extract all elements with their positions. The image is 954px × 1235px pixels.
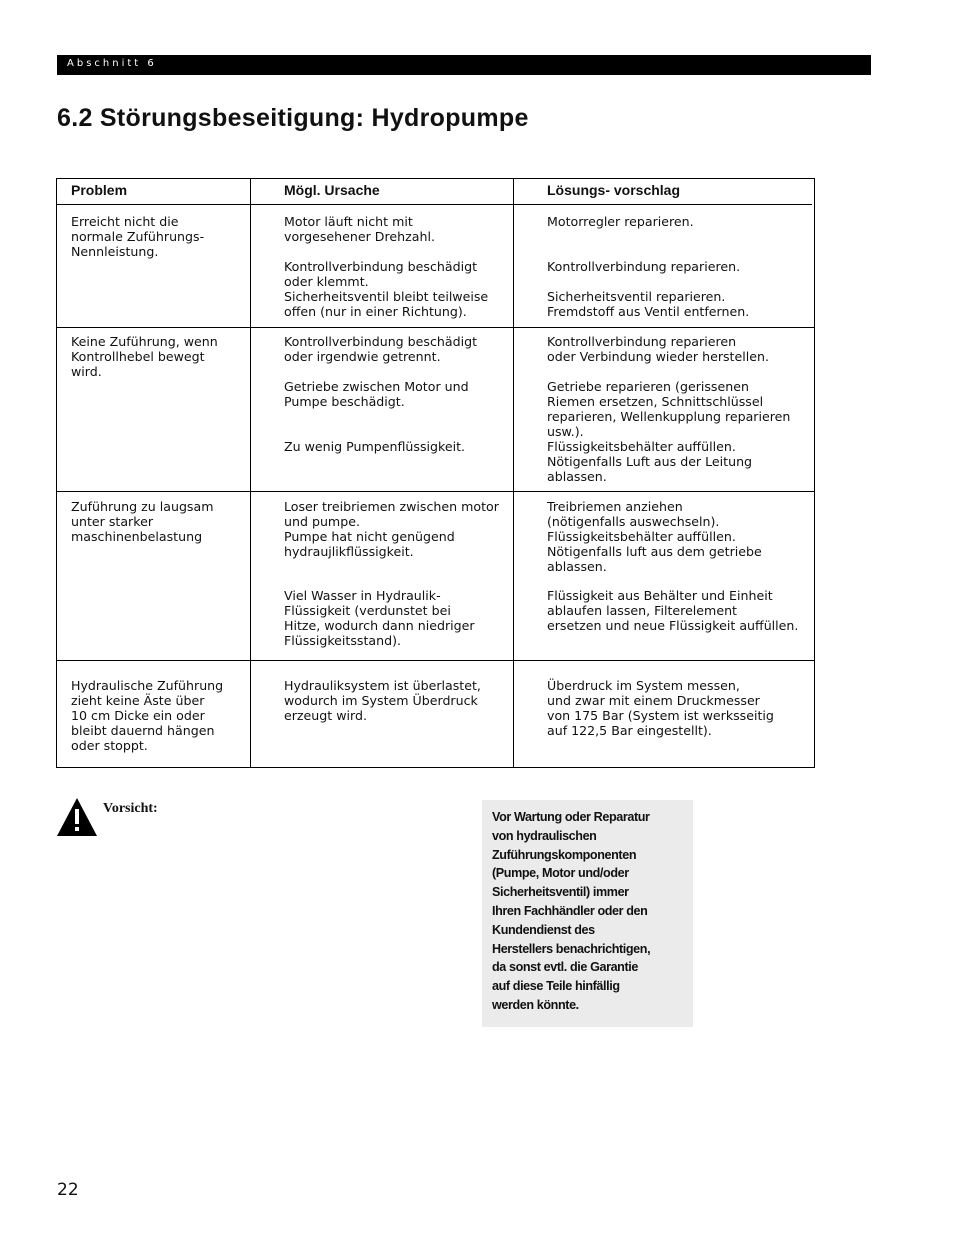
row4-problem: Hydraulische Zuführung zieht keine Äste über 10 cm Dicke ein oder bleibt dauernd hängen oder stoppt. bbox=[71, 678, 224, 753]
row1-cause-2: Kontrollverbindung beschädigt oder klemmt. Sicherheitsventil bleibt teilweise offen (nur in einer Richtung). bbox=[284, 259, 489, 319]
row1-solution-3: Sicherheitsventil reparieren. Fremdstoff aus Ventil entfernen. bbox=[547, 289, 750, 319]
row3-solution-2: Flüssigkeit aus Behälter und Einheit ablaufen lassen, Filterelement ersetzen und neue Flüssigkeit auffüllen. bbox=[547, 588, 799, 633]
warranty-note-text: Vor Wartung oder Reparatur von hydraulischen Zuführungskomponenten (Pumpe, Motor und/oder Sicherheitsventil) immer Ihren Fachhändler oder den Kundendienst des Herstellers benachrichtigen, da sonst evtl. die Garantie auf diese Teile hinfällig werden könnte. bbox=[492, 810, 651, 1012]
row2-problem: Keine Zuführung, wenn Kontrollhebel bewegt wird. bbox=[71, 334, 218, 379]
header-divider bbox=[57, 204, 812, 205]
row4-solution-1: Überdruck im System messen, und zwar mit einem Druckmesser von 175 Bar (System ist werksseitig auf 122,5 Bar eingestellt). bbox=[547, 678, 774, 738]
row1-cause-1: Motor läuft nicht mit vorgesehener Drehzahl. bbox=[284, 214, 435, 244]
row2-cause-1: Kontrollverbindung beschädigt oder irgendwie getrennt. bbox=[284, 334, 478, 364]
header-cause: Mögl. Ursache bbox=[284, 182, 380, 198]
page-number: 22 bbox=[57, 1180, 79, 1200]
row3-cause-1: Loser treibriemen zwischen motor und pumpe. Pumpe hat nicht genügend hydraujlikflüssigkeit. bbox=[284, 499, 499, 559]
column-divider bbox=[513, 179, 514, 767]
row1-solution-1: Motorregler reparieren. bbox=[547, 214, 694, 229]
section-label: Abschnitt 6 bbox=[67, 58, 157, 69]
section-header-bar bbox=[57, 55, 871, 75]
row2-solution-2: Getriebe reparieren (gerissenen Riemen ersetzen, Schnittschlüssel reparieren, Wellenkupplung reparieren usw.). Flüssigkeitsbehälter auffüllen. Nötigenfalls Luft aus der Leitung ablassen. bbox=[547, 379, 791, 484]
row2-solution-1: Kontrollverbindung reparieren oder Verbindung wieder herstellen. bbox=[547, 334, 769, 364]
row1-problem: Erreicht nicht die normale Zuführungs- Nennleistung. bbox=[71, 214, 205, 259]
row4-cause-1: Hydrauliksystem ist überlastet, wodurch im System Überdruck erzeugt wird. bbox=[284, 678, 481, 723]
caution-label: Vorsicht: bbox=[103, 801, 158, 816]
warning-triangle-icon bbox=[56, 797, 98, 837]
row-divider bbox=[57, 660, 814, 661]
warranty-note-box bbox=[482, 800, 693, 1027]
row3-solution-1: Treibriemen anziehen (nötigenfalls auswechseln). Flüssigkeitsbehälter auffüllen. Nötigenfalls luft aus dem getriebe ablassen. bbox=[547, 499, 762, 574]
row-divider bbox=[57, 491, 814, 492]
row2-cause-2: Getriebe zwischen Motor und Pumpe beschädigt. bbox=[284, 379, 469, 409]
row-divider bbox=[57, 327, 814, 328]
row3-cause-2: Viel Wasser in Hydraulik- Flüssigkeit (verdunstet bei Hitze, wodurch dann niedriger Flüssigkeitsstand). bbox=[284, 588, 475, 648]
row3-problem: Zuführung zu laugsam unter starker maschinenbelastung bbox=[71, 499, 214, 544]
troubleshooting-table bbox=[56, 178, 815, 768]
header-problem: Problem bbox=[71, 182, 128, 198]
column-divider bbox=[250, 179, 251, 767]
row2-cause-3: Zu wenig Pumpenflüssigkeit. bbox=[284, 439, 466, 454]
header-solution: Lösungs- vorschlag bbox=[547, 182, 681, 198]
row1-solution-2: Kontrollverbindung reparieren. bbox=[547, 259, 741, 274]
page-title: 6.2 Störungsbeseitigung: Hydropumpe bbox=[57, 104, 529, 132]
